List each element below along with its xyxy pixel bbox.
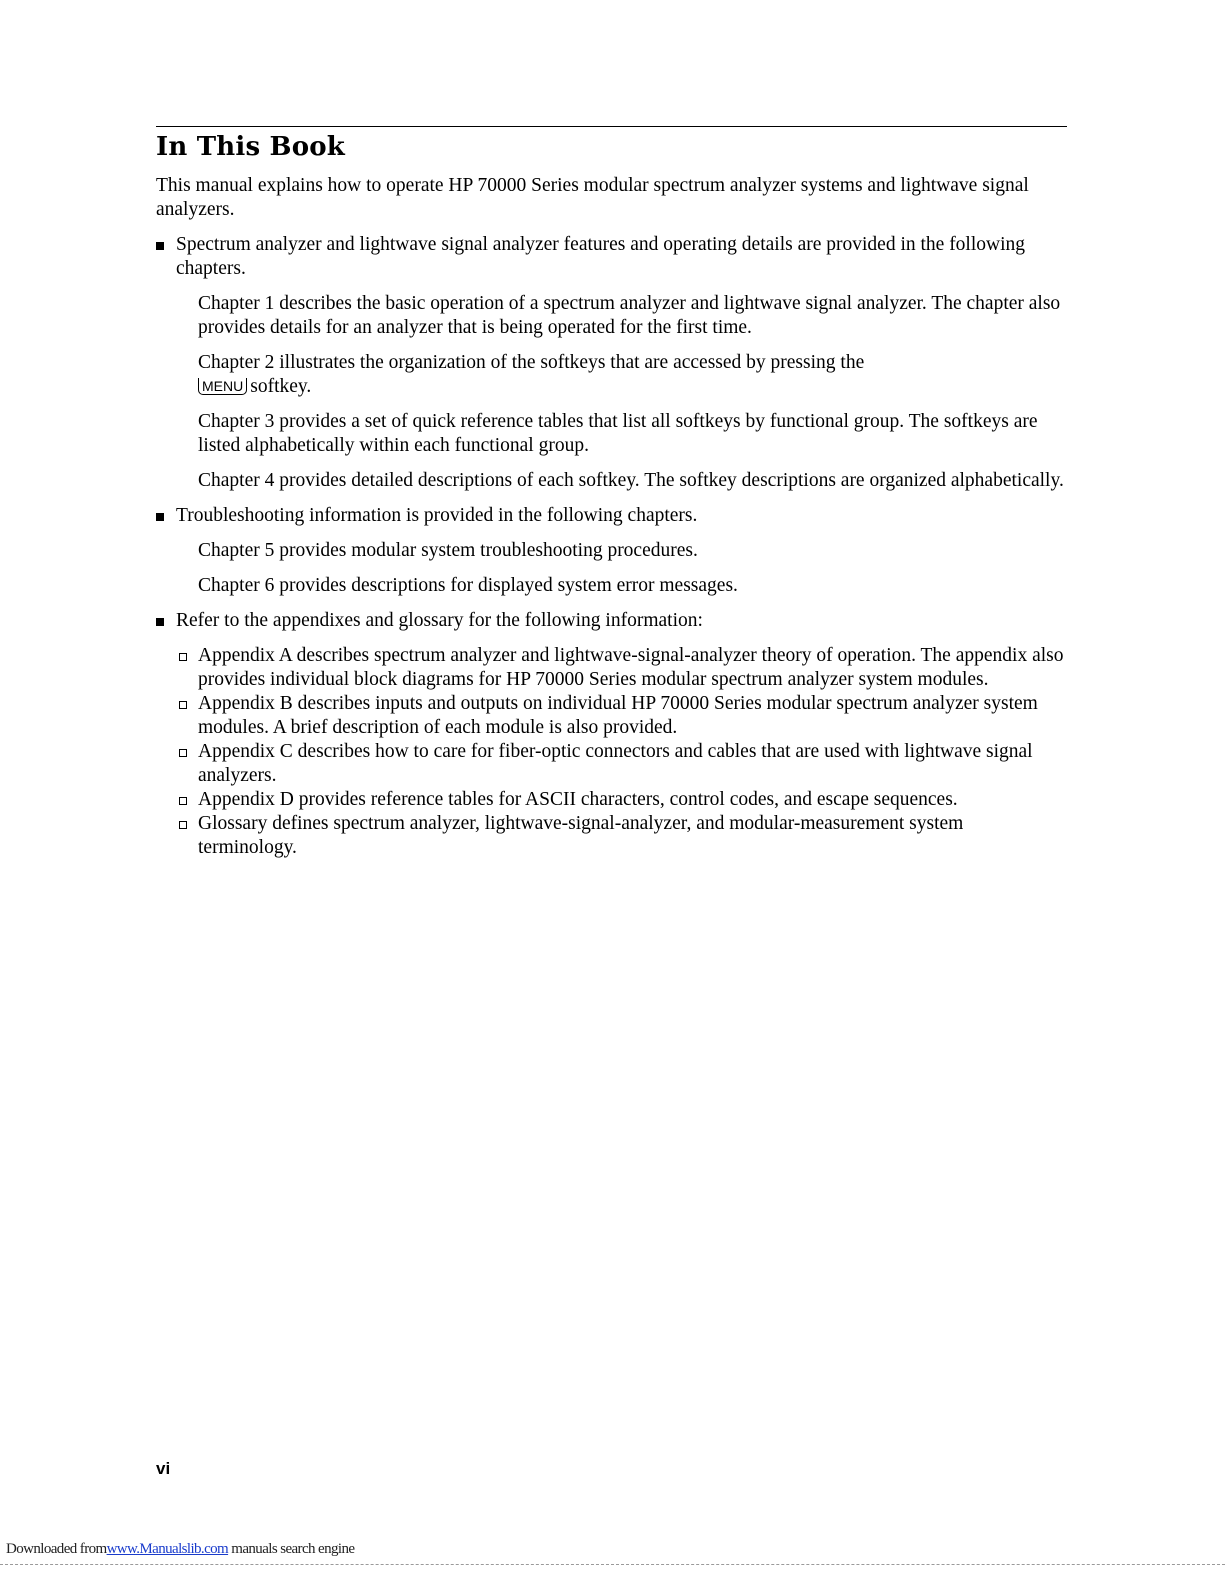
glossary-item: [156, 812, 1066, 860]
menu-key-icon: MENU: [198, 378, 247, 395]
chapter-2-text: Chapter 2 illustrates the organization of the softkeys that are accessed by pressing the: [198, 352, 865, 373]
appendix-b-item: [156, 692, 1066, 740]
appendix-a-item: [156, 644, 1066, 692]
footer-suffix: manuals search engine: [231, 1541, 355, 1557]
bullet-text: Spectrum analyzer and lightwave signal analyzer features and operating details are provided in the following chapters.: [176, 234, 1026, 279]
bullet-troubleshooting: [156, 504, 1066, 528]
bullet-chapters-features: [156, 233, 1066, 281]
appendix-c-text: Appendix C describes how to care for fiber-optic connectors and cables that are used with lightwave signal analyzers.: [198, 741, 1033, 786]
chapter-5-description: Chapter 5 provides modular system troubleshooting procedures.: [198, 540, 698, 561]
appendix-d-text: Appendix D provides reference tables for ASCII characters, control codes, and escape sequences.: [198, 789, 958, 810]
intro-paragraph: This manual explains how to operate HP 70000 Series modular spectrum analyzer systems and lightwave signal analyzers.: [156, 175, 1029, 220]
manualslib-link[interactable]: www.Manualslib.com: [106, 1541, 229, 1557]
filled-square-bullet-icon: [156, 242, 164, 250]
chapter-3-description: Chapter 3 provides a set of quick reference tables that list all softkeys by functional group. The softkeys are listed alphabetically within each functional group.: [198, 411, 1038, 456]
chapter-2-description: [156, 351, 1066, 399]
appendix-a-text: Appendix A describes spectrum analyzer and lightwave-signal-analyzer theory of operation. The appendix also provides individual block diagrams for HP 70000 Series modular spectrum analyzer system modules.: [198, 645, 1064, 690]
appendix-c-item: [156, 740, 1066, 788]
bullet-text: Refer to the appendixes and glossary for the following information:: [176, 610, 703, 631]
heading-rule: [156, 126, 1067, 127]
chapter-4-description: Chapter 4 provides detailed descriptions of each softkey. The softkey descriptions are organized alphabetically.: [198, 470, 1064, 491]
download-footer: [6, 1541, 354, 1558]
menu-key-suffix: softkey.: [250, 376, 312, 397]
footer-prefix: Downloaded from: [6, 1541, 107, 1557]
hollow-square-bullet-icon: [179, 821, 187, 829]
glossary-text: Glossary defines spectrum analyzer, lightwave-signal-analyzer, and modular-measurement system terminology.: [198, 813, 964, 858]
filled-square-bullet-icon: [156, 618, 164, 626]
section-title: In This Book: [156, 132, 346, 162]
bullet-text: Troubleshooting information is provided in the following chapters.: [176, 505, 698, 526]
footer-divider: [0, 1564, 1225, 1565]
filled-square-bullet-icon: [156, 513, 164, 521]
document-body: [156, 174, 1066, 860]
appendix-b-text: Appendix B describes inputs and outputs on individual HP 70000 Series modular spectrum analyzer system modules. A brief description of each module is also provided.: [198, 693, 1038, 738]
chapter-1-description: Chapter 1 describes the basic operation of a spectrum analyzer and lightwave signal analyzer. The chapter also provides details for an analyzer that is being operated for the first time.: [198, 293, 1061, 338]
hollow-square-bullet-icon: [179, 797, 187, 805]
page-number: vi: [156, 1459, 171, 1478]
hollow-square-bullet-icon: [179, 749, 187, 757]
hollow-square-bullet-icon: [179, 701, 187, 709]
hollow-square-bullet-icon: [179, 653, 187, 661]
appendix-d-item: [156, 788, 1066, 812]
chapter-6-description: Chapter 6 provides descriptions for displayed system error messages.: [198, 575, 738, 596]
bullet-appendixes: [156, 609, 1066, 633]
